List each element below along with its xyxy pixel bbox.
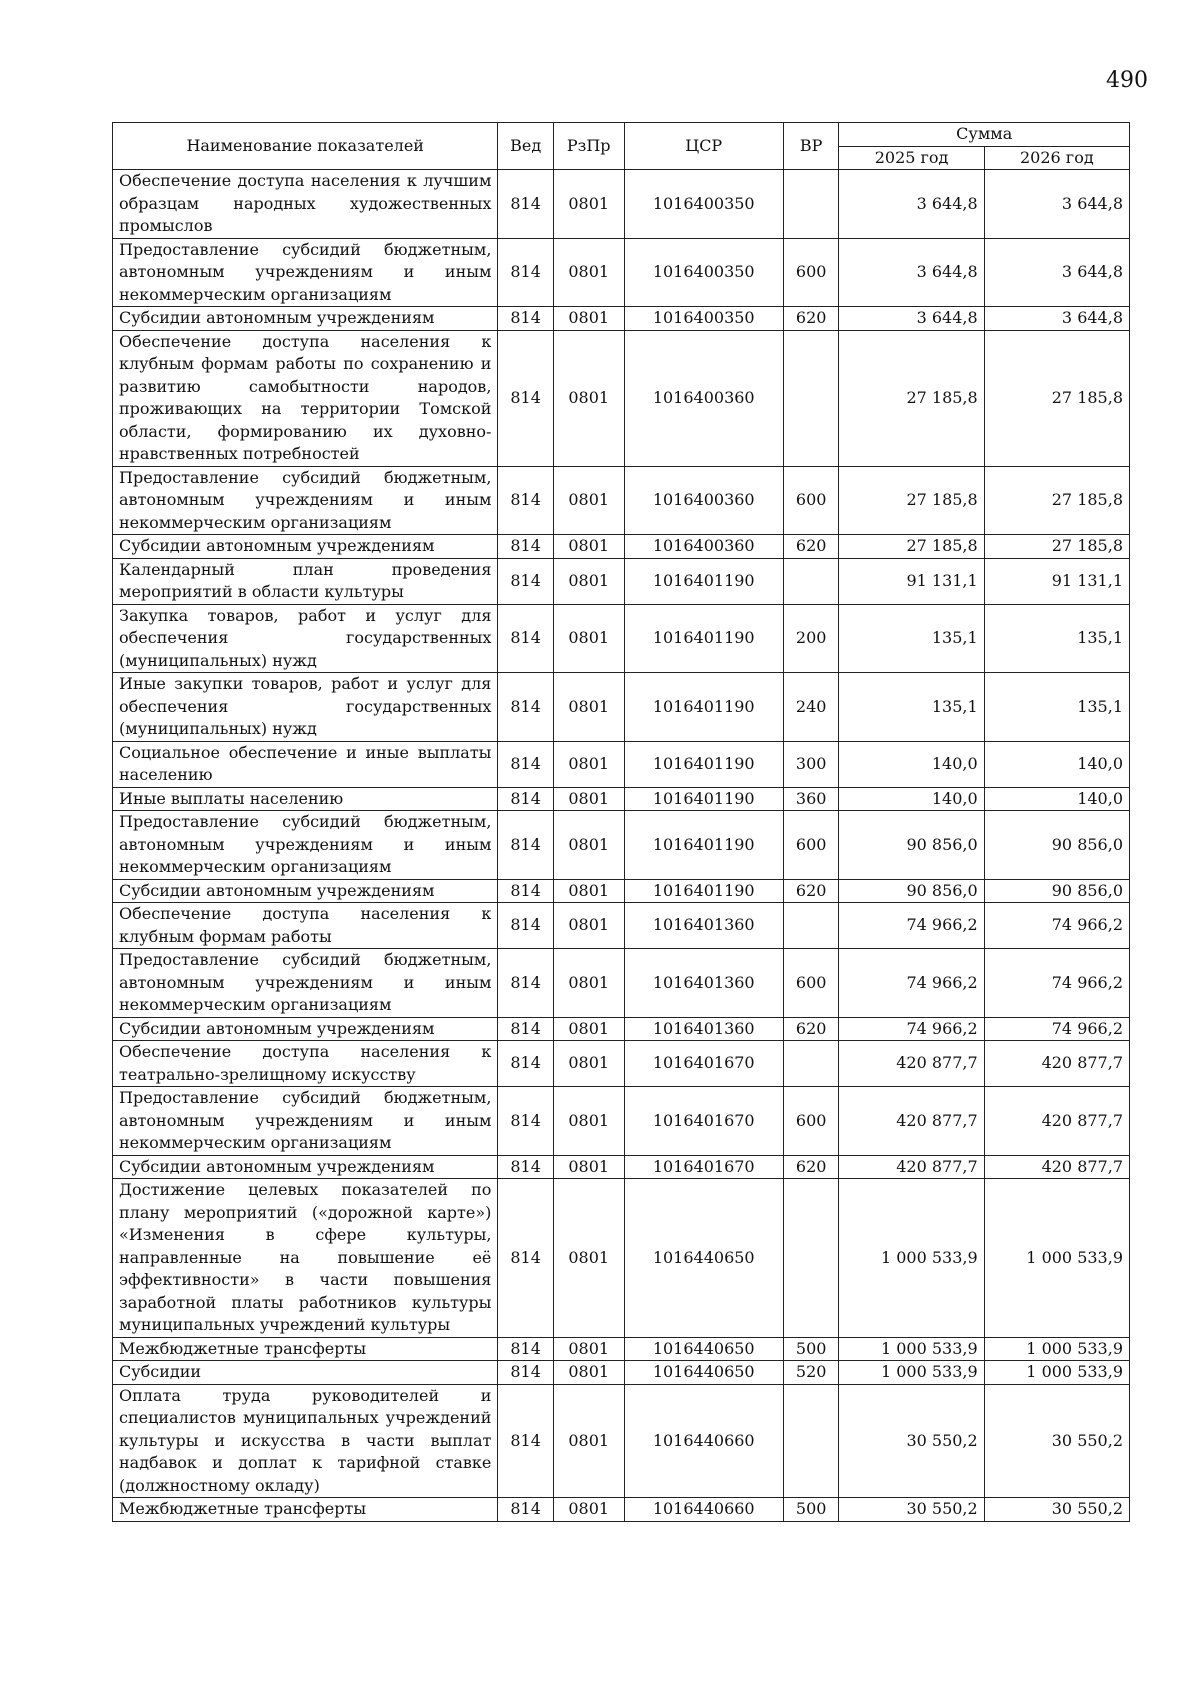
cell-name: Социальное обеспечение и иные выплаты населению (113, 741, 498, 787)
cell-ved: 814 (498, 1498, 553, 1522)
cell-vr: 200 (783, 604, 838, 673)
cell-name: Субсидии автономным учреждениям (113, 1017, 498, 1041)
table-row (113, 466, 1130, 535)
cell-sum-2026: 90 856,0 (984, 811, 1129, 880)
cell-vr: 620 (783, 307, 838, 331)
page-number: 490 (1106, 68, 1148, 93)
table-row (113, 879, 1130, 903)
cell-rzpr: 0801 (553, 330, 624, 466)
cell-vr (783, 170, 838, 239)
table-row (113, 558, 1130, 604)
cell-vr: 360 (783, 787, 838, 811)
cell-rzpr: 0801 (553, 1361, 624, 1385)
table-row (113, 1384, 1130, 1498)
cell-csr: 1016400360 (624, 330, 783, 466)
cell-name: Обеспечение доступа населения к клубным формам работы (113, 903, 498, 949)
header-year-2026: 2026 год (984, 146, 1129, 170)
cell-ved: 814 (498, 1361, 553, 1385)
cell-sum-2026: 27 185,8 (984, 466, 1129, 535)
cell-ved: 814 (498, 170, 553, 239)
cell-name: Предоставление субсидий бюджетным, автономным учреждениям и иным некоммерческим организациям (113, 466, 498, 535)
cell-name: Предоставление субсидий бюджетным, автономным учреждениям и иным некоммерческим организациям (113, 1087, 498, 1156)
cell-sum-2025: 30 550,2 (839, 1498, 984, 1522)
table-row (113, 903, 1130, 949)
cell-csr: 1016401190 (624, 741, 783, 787)
cell-csr: 1016440650 (624, 1179, 783, 1338)
cell-vr: 620 (783, 1155, 838, 1179)
cell-name: Оплата труда руководителей и специалистов муниципальных учреждений культуры и искусства в части выплат надбавок и доплат к тарифной ставке (должностному окладу) (113, 1384, 498, 1498)
cell-sum-2025: 90 856,0 (839, 811, 984, 880)
table-row (113, 741, 1130, 787)
cell-name: Достижение целевых показателей по плану мероприятий («дорожной карте») «Изменения в сфере культуры, направленные на повышение её эффективности» в части повышения заработной платы работников культуры муниципальных учреждений культуры (113, 1179, 498, 1338)
cell-vr (783, 903, 838, 949)
cell-csr: 1016401190 (624, 558, 783, 604)
cell-sum-2026: 3 644,8 (984, 307, 1129, 331)
cell-name: Обеспечение доступа населения к клубным формам работы по сохранению и развитию самобытности народов, проживающих на территории Томской области, формированию их духовно-нравственных потребностей (113, 330, 498, 466)
cell-sum-2025: 140,0 (839, 741, 984, 787)
cell-name: Межбюджетные трансферты (113, 1337, 498, 1361)
table-row (113, 307, 1130, 331)
cell-name: Предоставление субсидий бюджетным, автономным учреждениям и иным некоммерческим организациям (113, 238, 498, 307)
header-year-2025: 2025 год (839, 146, 984, 170)
cell-sum-2025: 90 856,0 (839, 879, 984, 903)
cell-sum-2026: 140,0 (984, 741, 1129, 787)
cell-sum-2025: 135,1 (839, 673, 984, 742)
cell-name: Иные закупки товаров, работ и услуг для обеспечения государственных (муниципальных) нужд (113, 673, 498, 742)
cell-vr (783, 1179, 838, 1338)
cell-sum-2026: 1 000 533,9 (984, 1337, 1129, 1361)
cell-csr: 1016440660 (624, 1384, 783, 1498)
cell-rzpr: 0801 (553, 1498, 624, 1522)
cell-sum-2026: 420 877,7 (984, 1155, 1129, 1179)
cell-sum-2026: 420 877,7 (984, 1087, 1129, 1156)
table-row (113, 1361, 1130, 1385)
cell-sum-2025: 1 000 533,9 (839, 1337, 984, 1361)
cell-rzpr: 0801 (553, 1384, 624, 1498)
cell-rzpr: 0801 (553, 811, 624, 880)
cell-vr: 620 (783, 535, 838, 559)
cell-sum-2025: 74 966,2 (839, 949, 984, 1018)
cell-name: Субсидии (113, 1361, 498, 1385)
cell-name: Субсидии автономным учреждениям (113, 307, 498, 331)
cell-vr (783, 330, 838, 466)
cell-name: Иные выплаты населению (113, 787, 498, 811)
header-sum: Сумма (839, 123, 1130, 147)
cell-name: Обеспечение доступа населения к лучшим образцам народных художественных промыслов (113, 170, 498, 239)
cell-ved: 814 (498, 1179, 553, 1338)
cell-sum-2026: 91 131,1 (984, 558, 1129, 604)
cell-sum-2025: 74 966,2 (839, 1017, 984, 1041)
cell-sum-2026: 30 550,2 (984, 1498, 1129, 1522)
table-body (113, 170, 1130, 1522)
cell-sum-2025: 420 877,7 (839, 1041, 984, 1087)
cell-sum-2025: 91 131,1 (839, 558, 984, 604)
cell-ved: 814 (498, 238, 553, 307)
cell-ved: 814 (498, 1155, 553, 1179)
table-row (113, 1337, 1130, 1361)
table-row (113, 811, 1130, 880)
cell-vr (783, 1041, 838, 1087)
cell-rzpr: 0801 (553, 1041, 624, 1087)
table-row (113, 535, 1130, 559)
cell-csr: 1016400350 (624, 170, 783, 239)
cell-sum-2026: 74 966,2 (984, 1017, 1129, 1041)
cell-ved: 814 (498, 466, 553, 535)
cell-rzpr: 0801 (553, 1155, 624, 1179)
header-name: Наименование показателей (113, 123, 498, 170)
cell-ved: 814 (498, 1337, 553, 1361)
cell-sum-2026: 135,1 (984, 604, 1129, 673)
cell-ved: 814 (498, 903, 553, 949)
cell-csr: 1016401360 (624, 1017, 783, 1041)
cell-ved: 814 (498, 949, 553, 1018)
table-header (113, 123, 1130, 170)
cell-vr: 500 (783, 1498, 838, 1522)
cell-sum-2025: 27 185,8 (839, 466, 984, 535)
cell-rzpr: 0801 (553, 307, 624, 331)
cell-name: Предоставление субсидий бюджетным, автономным учреждениям и иным некоммерческим организациям (113, 949, 498, 1018)
cell-csr: 1016401190 (624, 604, 783, 673)
cell-vr: 300 (783, 741, 838, 787)
cell-sum-2026: 30 550,2 (984, 1384, 1129, 1498)
cell-vr: 600 (783, 1087, 838, 1156)
cell-csr: 1016400350 (624, 238, 783, 307)
table-row (113, 238, 1130, 307)
cell-rzpr: 0801 (553, 1087, 624, 1156)
cell-sum-2026: 3 644,8 (984, 170, 1129, 239)
cell-csr: 1016440650 (624, 1361, 783, 1385)
cell-csr: 1016400360 (624, 535, 783, 559)
cell-csr: 1016401670 (624, 1155, 783, 1179)
cell-csr: 1016401190 (624, 879, 783, 903)
cell-rzpr: 0801 (553, 535, 624, 559)
table-row (113, 604, 1130, 673)
cell-ved: 814 (498, 1041, 553, 1087)
cell-ved: 814 (498, 1017, 553, 1041)
cell-sum-2026: 27 185,8 (984, 535, 1129, 559)
cell-vr: 620 (783, 879, 838, 903)
cell-rzpr: 0801 (553, 238, 624, 307)
cell-rzpr: 0801 (553, 1337, 624, 1361)
table-row (113, 1087, 1130, 1156)
cell-ved: 814 (498, 673, 553, 742)
cell-vr: 600 (783, 949, 838, 1018)
cell-rzpr: 0801 (553, 903, 624, 949)
table-row (113, 170, 1130, 239)
cell-ved: 814 (498, 330, 553, 466)
table-row (113, 1498, 1130, 1522)
cell-rzpr: 0801 (553, 673, 624, 742)
header-rzpr: РзПр (553, 123, 624, 170)
cell-sum-2025: 30 550,2 (839, 1384, 984, 1498)
budget-table (112, 122, 1130, 1522)
cell-csr: 1016401670 (624, 1041, 783, 1087)
cell-sum-2026: 74 966,2 (984, 949, 1129, 1018)
cell-csr: 1016401360 (624, 949, 783, 1018)
cell-sum-2026: 90 856,0 (984, 879, 1129, 903)
cell-csr: 1016401190 (624, 673, 783, 742)
cell-sum-2025: 3 644,8 (839, 170, 984, 239)
cell-ved: 814 (498, 535, 553, 559)
cell-vr: 600 (783, 466, 838, 535)
cell-csr: 1016440650 (624, 1337, 783, 1361)
cell-sum-2025: 27 185,8 (839, 535, 984, 559)
cell-rzpr: 0801 (553, 1179, 624, 1338)
cell-ved: 814 (498, 604, 553, 673)
table-row (113, 1041, 1130, 1087)
cell-rzpr: 0801 (553, 949, 624, 1018)
cell-sum-2025: 3 644,8 (839, 238, 984, 307)
cell-sum-2026: 27 185,8 (984, 330, 1129, 466)
cell-sum-2026: 140,0 (984, 787, 1129, 811)
cell-ved: 814 (498, 787, 553, 811)
cell-vr: 520 (783, 1361, 838, 1385)
cell-vr: 500 (783, 1337, 838, 1361)
header-vr: ВР (783, 123, 838, 170)
table-row (113, 1017, 1130, 1041)
cell-sum-2026: 135,1 (984, 673, 1129, 742)
cell-sum-2025: 420 877,7 (839, 1155, 984, 1179)
cell-sum-2026: 3 644,8 (984, 238, 1129, 307)
cell-csr: 1016401360 (624, 903, 783, 949)
cell-sum-2025: 27 185,8 (839, 330, 984, 466)
cell-vr (783, 1384, 838, 1498)
cell-ved: 814 (498, 1384, 553, 1498)
table-row (113, 673, 1130, 742)
cell-sum-2025: 420 877,7 (839, 1087, 984, 1156)
cell-ved: 814 (498, 741, 553, 787)
cell-rzpr: 0801 (553, 558, 624, 604)
cell-name: Субсидии автономным учреждениям (113, 535, 498, 559)
cell-csr: 1016400360 (624, 466, 783, 535)
cell-vr: 600 (783, 238, 838, 307)
cell-name: Закупка товаров, работ и услуг для обеспечения государственных (муниципальных) нужд (113, 604, 498, 673)
cell-name: Субсидии автономным учреждениям (113, 1155, 498, 1179)
cell-rzpr: 0801 (553, 604, 624, 673)
cell-ved: 814 (498, 307, 553, 331)
cell-sum-2026: 1 000 533,9 (984, 1179, 1129, 1338)
cell-sum-2025: 1 000 533,9 (839, 1361, 984, 1385)
cell-ved: 814 (498, 879, 553, 903)
cell-sum-2025: 74 966,2 (839, 903, 984, 949)
cell-name: Календарный план проведения мероприятий в области культуры (113, 558, 498, 604)
cell-vr: 240 (783, 673, 838, 742)
cell-rzpr: 0801 (553, 170, 624, 239)
cell-rzpr: 0801 (553, 466, 624, 535)
table-row (113, 330, 1130, 466)
table-row (113, 1155, 1130, 1179)
cell-vr (783, 558, 838, 604)
cell-sum-2025: 140,0 (839, 787, 984, 811)
cell-sum-2025: 3 644,8 (839, 307, 984, 331)
cell-ved: 814 (498, 811, 553, 880)
cell-rzpr: 0801 (553, 1017, 624, 1041)
cell-csr: 1016401190 (624, 811, 783, 880)
table-row (113, 787, 1130, 811)
cell-name: Обеспечение доступа населения к театрально-зрелищному искусству (113, 1041, 498, 1087)
cell-rzpr: 0801 (553, 787, 624, 811)
cell-name: Субсидии автономным учреждениям (113, 879, 498, 903)
cell-ved: 814 (498, 558, 553, 604)
cell-csr: 1016400350 (624, 307, 783, 331)
cell-name: Межбюджетные трансферты (113, 1498, 498, 1522)
cell-vr: 600 (783, 811, 838, 880)
cell-sum-2025: 1 000 533,9 (839, 1179, 984, 1338)
cell-name: Предоставление субсидий бюджетным, автономным учреждениям и иным некоммерческим организациям (113, 811, 498, 880)
cell-sum-2025: 135,1 (839, 604, 984, 673)
cell-sum-2026: 420 877,7 (984, 1041, 1129, 1087)
cell-ved: 814 (498, 1087, 553, 1156)
cell-rzpr: 0801 (553, 741, 624, 787)
cell-csr: 1016440660 (624, 1498, 783, 1522)
cell-csr: 1016401670 (624, 1087, 783, 1156)
header-ved: Вед (498, 123, 553, 170)
header-csr: ЦСР (624, 123, 783, 170)
cell-vr: 620 (783, 1017, 838, 1041)
table-row (113, 949, 1130, 1018)
table-row (113, 1179, 1130, 1338)
cell-sum-2026: 74 966,2 (984, 903, 1129, 949)
cell-rzpr: 0801 (553, 879, 624, 903)
cell-sum-2026: 1 000 533,9 (984, 1361, 1129, 1385)
cell-csr: 1016401190 (624, 787, 783, 811)
